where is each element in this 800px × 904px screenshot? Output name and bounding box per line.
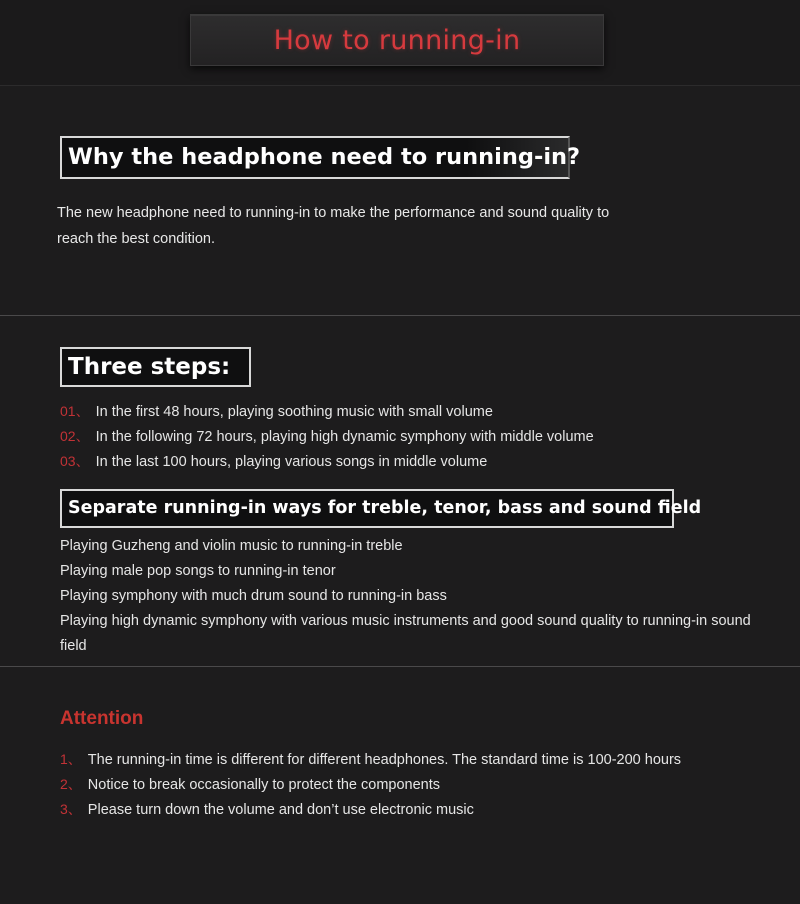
attention-number: 2、 [60, 776, 82, 792]
list-item: Playing male pop songs to running-in tenor [60, 563, 336, 579]
step-number: 01、 [60, 403, 90, 419]
list-item: Playing high dynamic symphony with various music instruments and good sound quality to running-in sound field [60, 613, 751, 654]
attention-heading: Attention [60, 708, 144, 729]
title-banner [0, 0, 800, 86]
steps-section [0, 317, 800, 667]
attention-number: 1、 [60, 751, 82, 767]
step-text: In the first 48 hours, playing soothing music with small volume [95, 404, 493, 420]
step-text: In the following 72 hours, playing high dynamic symphony with middle volume [95, 429, 594, 445]
attention-list [60, 747, 681, 822]
why-section [0, 87, 800, 316]
attention-text: Please turn down the volume and don’t use electronic music [87, 802, 474, 818]
title-box [190, 14, 604, 66]
step-number: 03、 [60, 453, 90, 469]
list-item [60, 772, 681, 797]
attention-number: 3、 [60, 801, 82, 817]
separate-list [60, 534, 760, 659]
list-item: Playing symphony with much drum sound to running-in bass [60, 588, 447, 604]
steps-heading: Three steps: [60, 347, 251, 387]
steps-list [60, 399, 594, 474]
why-body-text: The new headphone need to running-in to make the performance and sound quality to reach the best condition. [57, 205, 610, 247]
step-text: In the last 100 hours, playing various songs in middle volume [95, 454, 488, 470]
attention-text: Notice to break occasionally to protect the components [87, 777, 441, 793]
list-item: Playing Guzheng and violin music to running-in treble [60, 538, 403, 554]
list-item [60, 797, 681, 822]
list-item [60, 747, 681, 772]
list-item [60, 424, 594, 449]
list-item [60, 449, 594, 474]
list-item [60, 399, 594, 424]
separate-heading: Separate running-in ways for treble, tenor, bass and sound field [60, 489, 674, 528]
step-number: 02、 [60, 428, 90, 444]
page-title: How to running-in [273, 24, 521, 56]
attention-section [0, 668, 800, 904]
why-heading: Why the headphone need to running-in? [60, 136, 570, 179]
attention-text: The running-in time is different for different headphones. The standard time is 100-200 hours [87, 752, 682, 768]
